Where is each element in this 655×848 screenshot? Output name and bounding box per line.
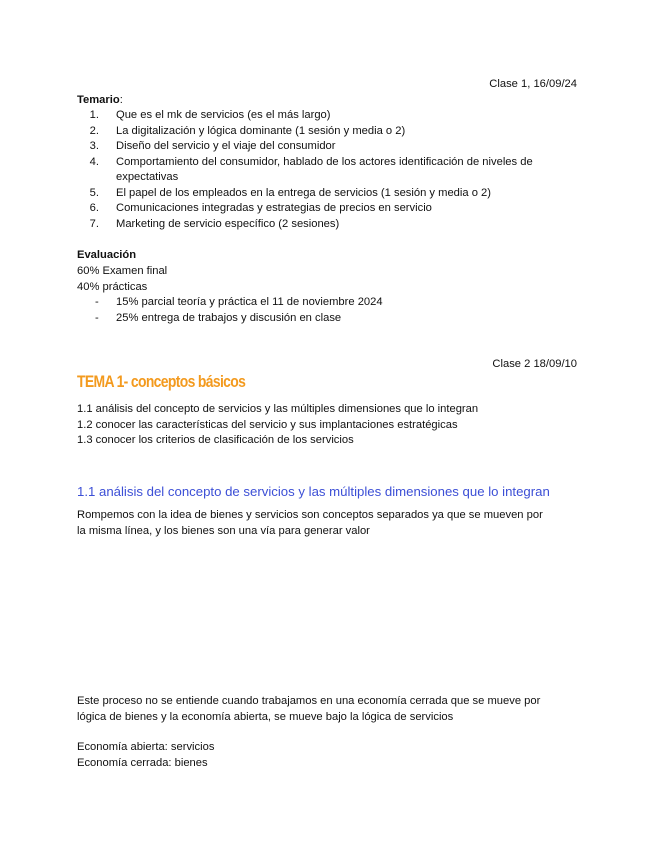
bullet-dash: - [95, 296, 99, 308]
evaluacion-line: 60% Examen final [77, 265, 168, 277]
objective-line: 1.2 conocer las características del servicio y sus implantaciones estratégicas [77, 418, 458, 431]
temario-heading [77, 93, 123, 109]
paragraph-line: Rompemos con la idea de bienes y servicios son conceptos separados ya que se mueven por [77, 509, 543, 521]
paragraph-line: lógica de bienes y la economía abierta, se mueve bajo la lógica de servicios [77, 710, 454, 723]
temario-label: Temario [77, 94, 120, 106]
economia-line: Economía abierta: servicios [77, 741, 215, 753]
objective-line: 1.1 análisis del concepto de servicios y las múltiples dimensiones que lo integran [77, 403, 479, 415]
tema1-title: TEMA 1- conceptos básicos [77, 372, 246, 391]
section-1-1-heading: 1.1 análisis del concepto de servicios y las múltiples dimensiones que lo integran [77, 484, 550, 499]
temario-list: 1. Que es el mk de servicios (es el más largo) 2. La digitalización y lógica dominante (1 sesión y media o 2) 3. Diseño del servicio y el viaje del consumidor 4. Comportamiento del consumidor, hablado de los actores identificación de niveles de expectativas 5. El papel de los empleados en la entrega de servicios (1 sesión y media o 2) 6. Comunicaciones integradas y estrategias de precios en servicio 7. Marketing de servicio específico (2 sesiones) [89, 109, 533, 230]
evaluacion-heading: Evaluación [77, 249, 137, 261]
economia-line: Economía cerrada: bienes [77, 757, 208, 769]
paragraph-line: Este proceso no se entiende cuando trabajamos en una economía cerrada que se mueve por [77, 695, 541, 707]
clase1-date: Clase 1, 16/09/24 [489, 78, 577, 90]
clase2-date: Clase 2 18/09/10 [492, 358, 577, 370]
objective-line: 1.3 conocer los criterios de clasificación de los servicios [77, 434, 354, 446]
temario-colon: : [119, 94, 123, 106]
evaluacion-bullet: 25% entrega de trabajos y discusión en clase [116, 312, 342, 324]
evaluacion-line: 40% prácticas [77, 280, 148, 293]
bullet-dash: - [95, 312, 99, 324]
paragraph-line: la misma línea, y los bienes son una vía para generar valor [77, 524, 370, 537]
evaluacion-bullet: 15% parcial teoría y práctica el 11 de noviembre 2024 [116, 296, 383, 308]
